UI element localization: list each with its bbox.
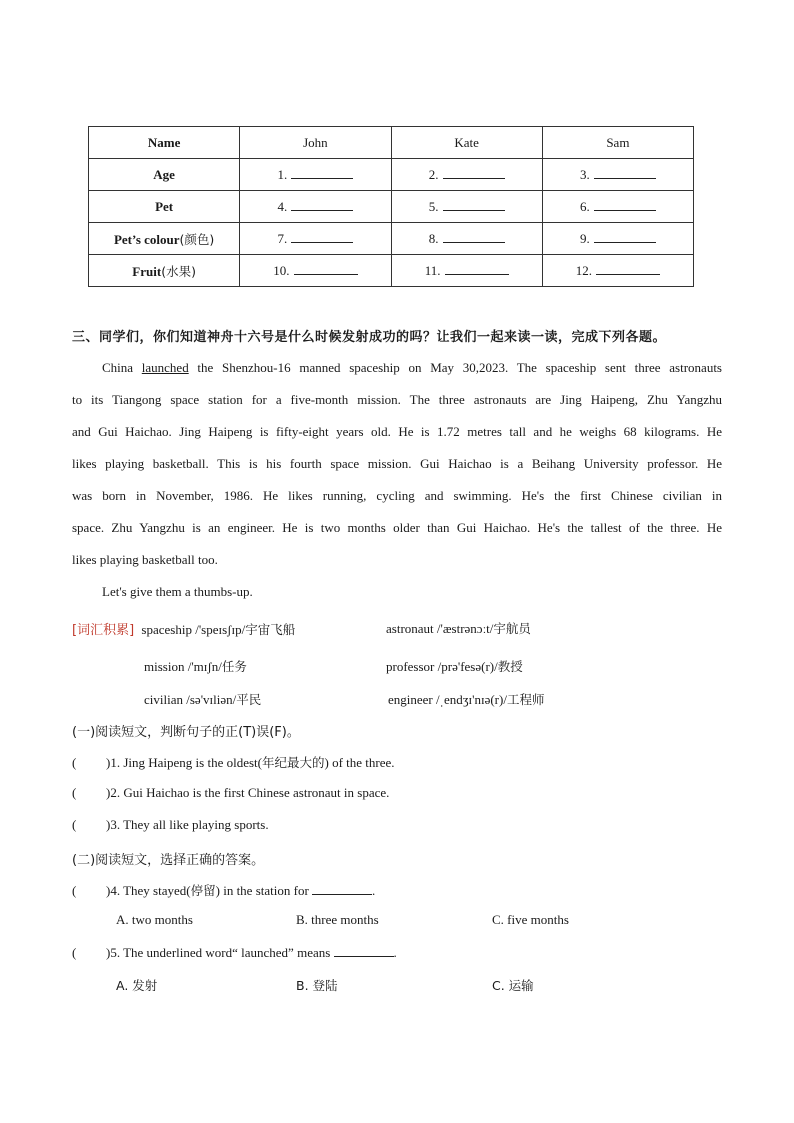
blank-number: 7. <box>277 231 288 246</box>
vocab-phonetic: /'speɪsʃɪp/ <box>191 622 246 637</box>
vocab-phonetic: /prə'fesə(r)/ <box>434 659 498 674</box>
blank-cell[interactable] <box>391 159 542 191</box>
vocab-cn: 教授 <box>497 659 523 674</box>
option-a[interactable]: A. 发射 <box>116 978 158 993</box>
underlined-word: launched <box>141 360 189 375</box>
vocab-phonetic: /'mɪʃn/ <box>184 659 222 674</box>
blank-cell[interactable] <box>391 191 542 223</box>
passage-text: the Shenzhou-16 manned spaceship on May 30,2023. The spaceship sent three astronauts <box>188 360 722 375</box>
answer-paren[interactable]: ( <box>72 945 77 960</box>
row-label-en: Fruit <box>132 263 162 279</box>
blank-cell[interactable] <box>542 191 693 223</box>
question-2 <box>72 785 389 801</box>
vocab-item <box>388 690 544 708</box>
section-title: 三、同学们，你们知道神舟十六号是什么时候发射成功的吗？让我们一起来读一读，完成下列各题。 <box>72 330 667 345</box>
question-text: )3. They all like playing sports. <box>106 817 269 832</box>
row-label-cn: (颜色) <box>179 231 215 247</box>
passage-line: to its Tiangong space station for a five-month mission. The three astronauts are Jing Haipeng, Zhu Yangzhu <box>72 392 722 407</box>
table-header-cell: Kate <box>391 127 542 159</box>
vocab-phonetic: /ˌendʒɪ'nɪə(r)/ <box>432 692 507 707</box>
passage-line: likes playing basketball too. <box>72 552 218 567</box>
question-text: . <box>393 945 397 960</box>
answer-blank[interactable] <box>294 262 358 275</box>
blank-number: 3. <box>580 167 590 182</box>
question-text: )4. They stayed( <box>106 883 191 898</box>
option-b[interactable]: B. three months <box>296 912 379 927</box>
passage-line <box>72 352 722 384</box>
blank-number: 10. <box>273 263 290 278</box>
vocab-item <box>386 657 523 675</box>
question-text: )2. Gui Haichao is the first Chinese astronaut in space. <box>106 785 390 800</box>
answer-blank[interactable] <box>594 166 656 179</box>
vocab-cn: 平民 <box>236 692 262 707</box>
vocab-cn: 宇航员 <box>493 621 531 636</box>
question-cn: 年纪最大的 <box>261 755 325 770</box>
part2-title: (二)阅读短文，选择正确的答案。 <box>72 853 265 868</box>
blank-cell[interactable] <box>240 223 391 255</box>
blank-number: 5. <box>428 199 439 214</box>
table-row <box>89 191 694 223</box>
blank-number: 12. <box>575 263 592 278</box>
blank-number: 8. <box>428 231 439 246</box>
blank-cell[interactable] <box>542 159 693 191</box>
vocab-word: engineer <box>388 692 433 707</box>
passage-line: space. Zhu Yangzhu is an engineer. He is two months older than Gui Haichao. He's the tallest of the three. He <box>72 520 722 535</box>
answer-blank[interactable] <box>312 882 372 895</box>
vocab-word: astronaut <box>386 621 434 636</box>
question-text: )5. The underlined word“ launched” means <box>106 945 334 960</box>
blank-cell[interactable] <box>542 255 693 287</box>
vocab-item <box>141 622 295 637</box>
row-label-cn: (水果) <box>161 263 196 279</box>
blank-number: 9. <box>580 231 590 246</box>
info-table <box>88 126 694 287</box>
vocab-phonetic: /sə'vɪliən/ <box>183 692 237 707</box>
answer-paren[interactable]: ( <box>72 755 77 770</box>
table-header-cell: Name <box>89 127 240 159</box>
answer-paren[interactable]: ( <box>72 785 77 800</box>
passage-line: and Gui Haichao. Jing Haipeng is fifty-eight years old. He is 1.72 metres tall and he weighs 68 kilograms. He <box>72 424 722 439</box>
passage-line: likes playing basketball. This is his fourth space mission. Gui Haichao is a Beihang University professor. He <box>72 456 722 471</box>
table-row <box>89 223 694 255</box>
row-label <box>89 255 240 287</box>
answer-blank[interactable] <box>443 198 505 211</box>
answer-blank[interactable] <box>291 230 353 243</box>
passage-line: Let's give them a thumbs-up. <box>102 584 253 599</box>
option-a[interactable]: A. two months <box>116 912 193 927</box>
table-row <box>89 159 694 191</box>
blank-cell[interactable] <box>240 191 391 223</box>
blank-number: 1. <box>277 167 288 182</box>
blank-number: 2. <box>428 167 439 182</box>
table-header-row <box>89 127 694 159</box>
answer-blank[interactable] <box>334 944 394 957</box>
question-1 <box>72 753 395 771</box>
vocab-phonetic: /'æstrənɔːt/ <box>433 621 494 636</box>
answer-paren[interactable]: ( <box>72 883 77 898</box>
answer-paren[interactable]: ( <box>72 817 77 832</box>
question-text: ) in the station for <box>215 883 313 898</box>
option-b[interactable]: B. 登陆 <box>296 978 338 993</box>
question-text: ) of the three. <box>324 755 395 770</box>
answer-blank[interactable] <box>291 198 353 211</box>
vocab-cn: 任务 <box>221 659 247 674</box>
question-text: )1. Jing Haipeng is the oldest( <box>106 755 262 770</box>
answer-blank[interactable] <box>596 262 660 275</box>
blank-cell[interactable] <box>391 223 542 255</box>
question-cn: 停留 <box>190 883 216 898</box>
option-c[interactable]: C. 运输 <box>492 978 534 993</box>
answer-blank[interactable] <box>445 262 509 275</box>
blank-cell[interactable] <box>240 159 391 191</box>
vocab-cn: 宇宙飞船 <box>245 622 296 637</box>
vocab-word: mission <box>144 659 185 674</box>
table-row <box>89 255 694 287</box>
answer-blank[interactable] <box>594 230 656 243</box>
vocab-item <box>386 619 531 637</box>
blank-number: 11. <box>424 263 441 278</box>
answer-blank[interactable] <box>291 166 353 179</box>
answer-blank[interactable] <box>594 198 656 211</box>
vocab-cn: 工程师 <box>506 692 545 707</box>
row-label-en: Pet’s colour <box>113 231 180 247</box>
row-label: Pet <box>89 191 240 223</box>
vocab-item <box>144 690 261 708</box>
question-4 <box>72 881 375 899</box>
passage-text: China <box>102 360 142 375</box>
row-label <box>89 223 240 255</box>
table-header-cell: Sam <box>542 127 693 159</box>
question-5 <box>72 944 397 961</box>
vocab-word: spaceship <box>141 622 192 637</box>
option-c[interactable]: C. five months <box>492 912 569 927</box>
vocab-label: [词汇积累] <box>72 623 135 638</box>
vocab-word: civilian <box>144 692 183 707</box>
question-3 <box>72 817 269 833</box>
blank-cell[interactable] <box>542 223 693 255</box>
reading-passage <box>72 352 722 608</box>
part1-title: (一)阅读短文，判断句子的正(T)误(F)。 <box>72 725 300 740</box>
blank-cell[interactable] <box>240 255 391 287</box>
blank-cell[interactable] <box>391 255 542 287</box>
answer-blank[interactable] <box>443 166 505 179</box>
answer-blank[interactable] <box>443 230 505 243</box>
blank-number: 6. <box>580 199 590 214</box>
passage-line: was born in November, 1986. He likes running, cycling and swimming. He's the first Chinese civilian in <box>72 488 722 503</box>
vocab-word: professor <box>386 659 435 674</box>
table-header-cell: John <box>240 127 391 159</box>
vocab-row <box>72 619 295 638</box>
question-text: . <box>372 883 376 898</box>
row-label: Age <box>89 159 240 191</box>
blank-number: 4. <box>277 199 288 214</box>
vocab-item <box>144 657 247 675</box>
